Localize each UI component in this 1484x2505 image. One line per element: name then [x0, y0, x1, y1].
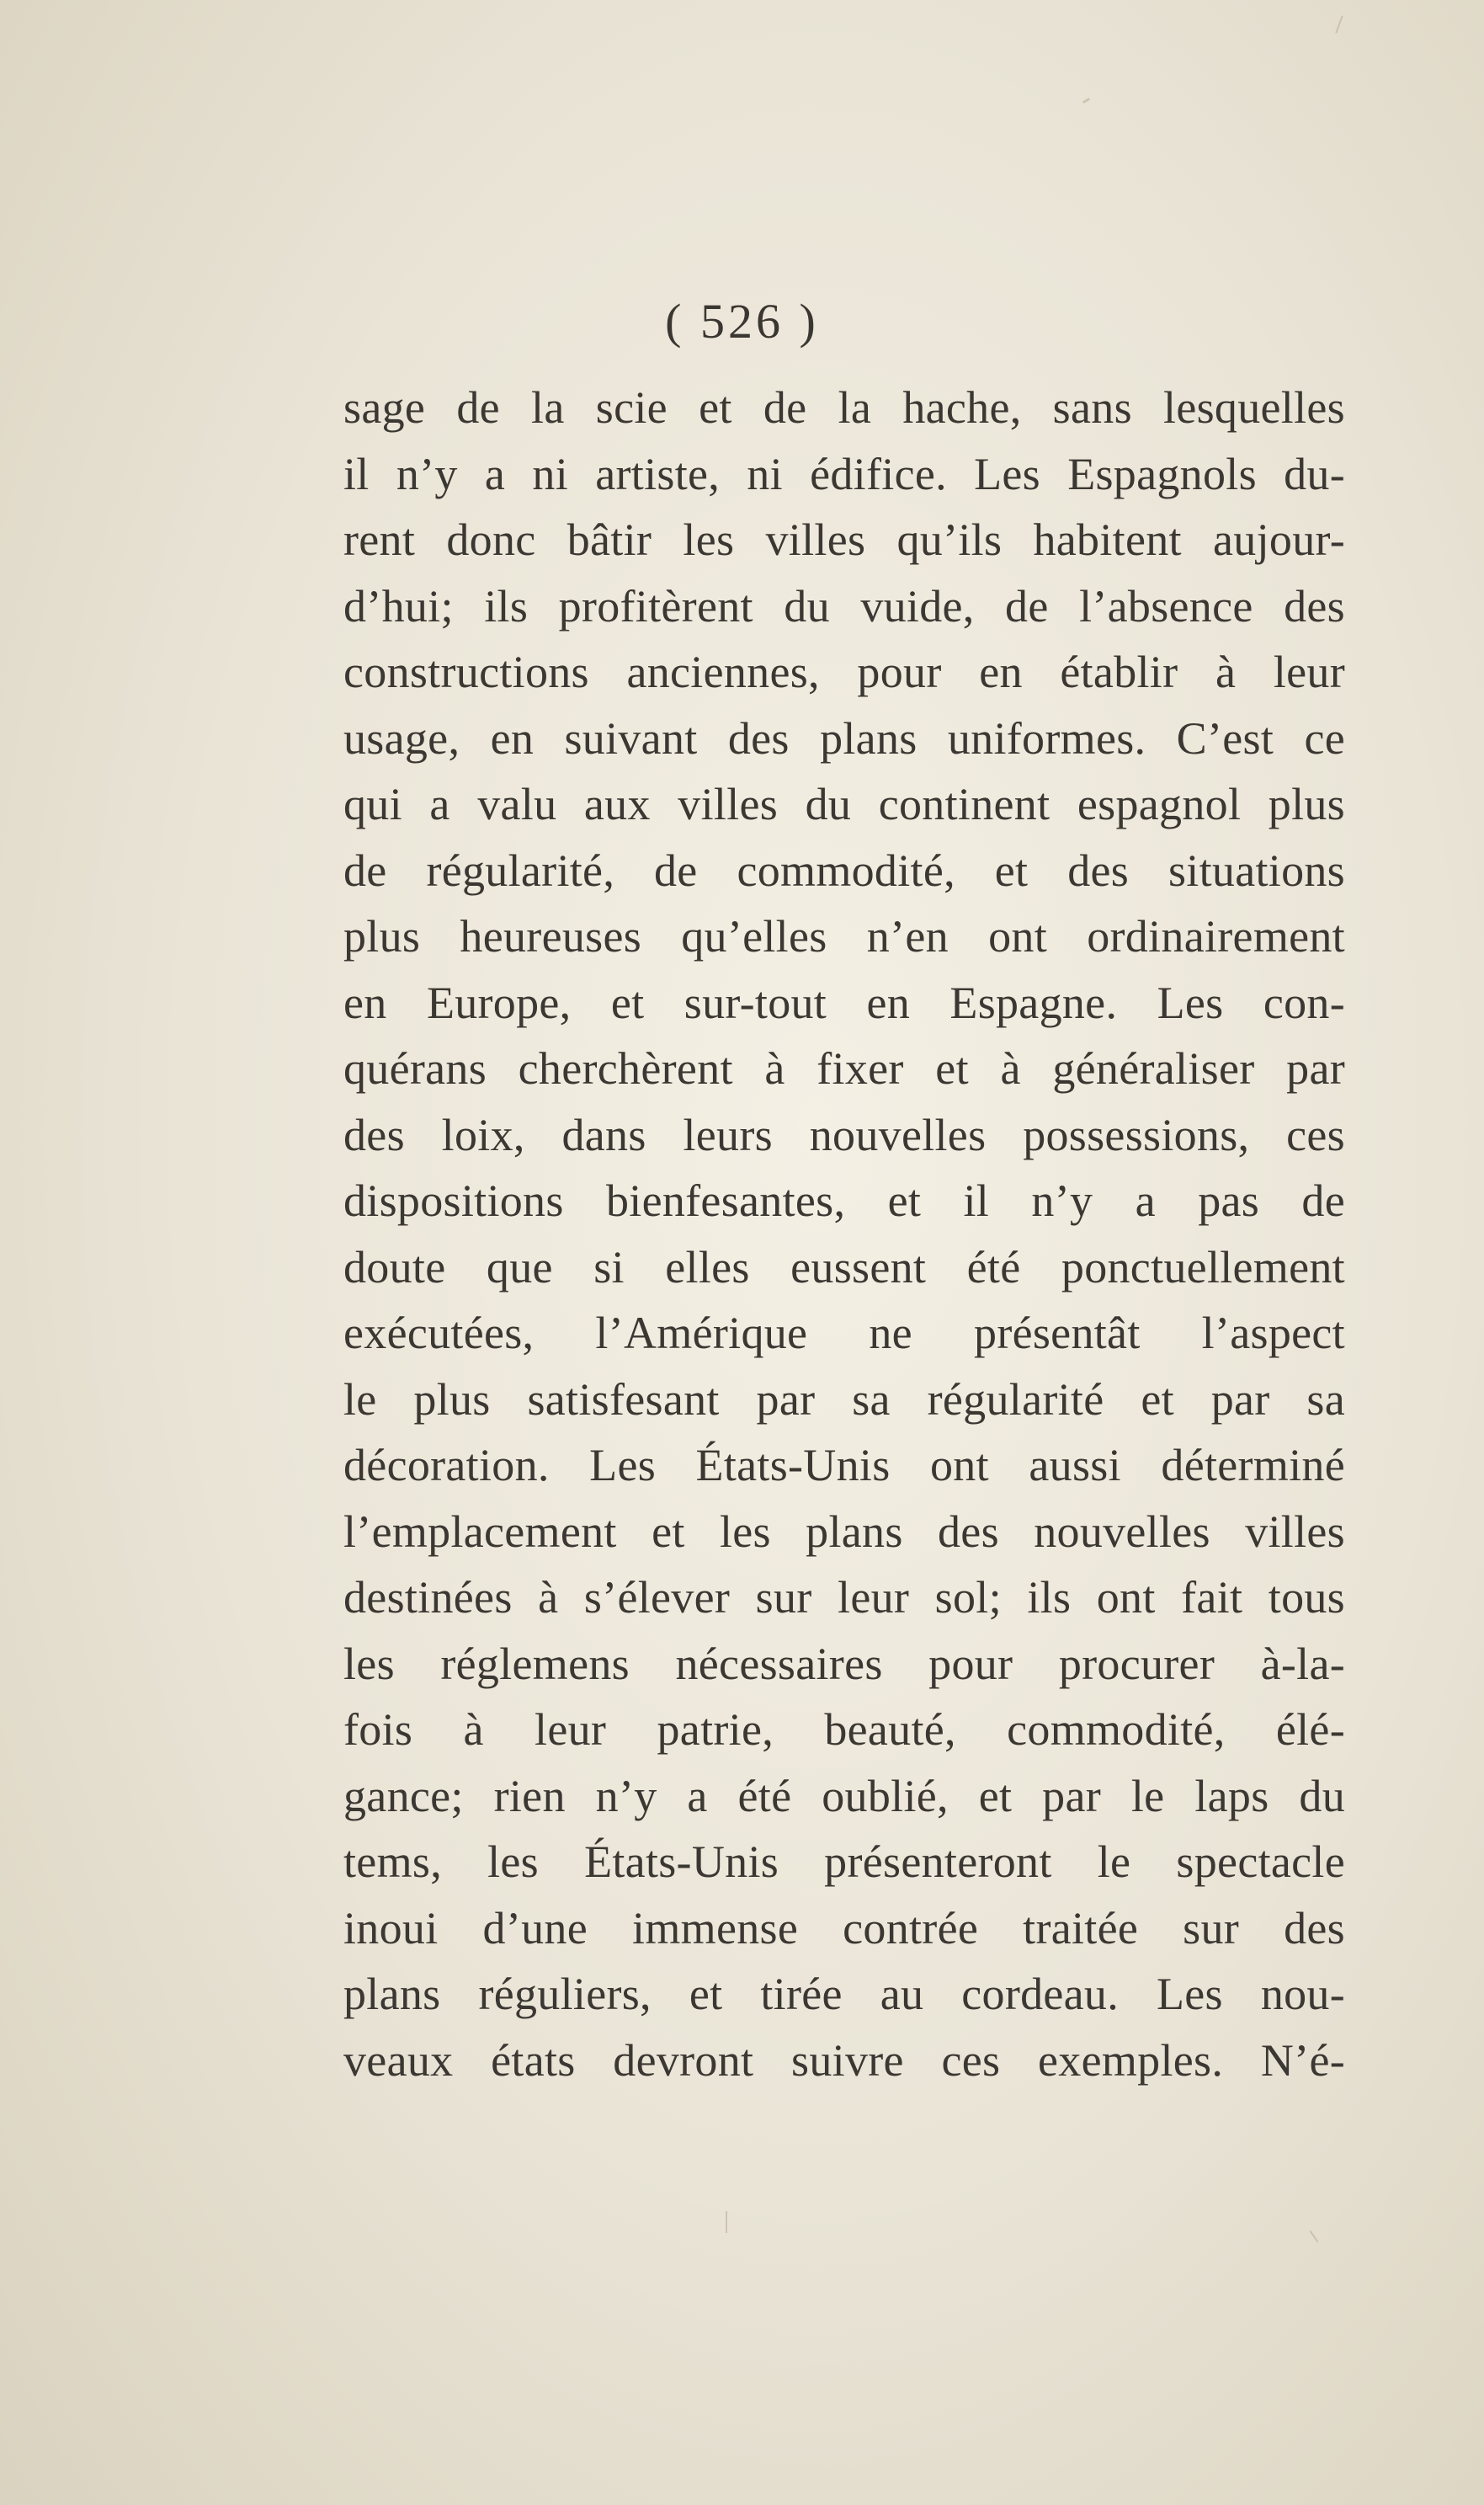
text-line: d’hui; ils profitèrent du vuide, de l’absence des	[343, 580, 1345, 632]
text-line: sage de la scie et de la hache, sans lesquelles	[343, 382, 1345, 433]
paper-speck	[1082, 98, 1090, 104]
text-line: tems, les États-Unis présenteront le spectacle	[343, 1836, 1345, 1887]
text-line: doute que si elles eussent été ponctuellement	[343, 1241, 1345, 1292]
text-line: rent donc bâtir les villes qu’ils habitent aujour-	[343, 514, 1345, 565]
text-line: plus heureuses qu’elles n’en ont ordinairement	[343, 911, 1345, 962]
body-text	[343, 375, 1345, 2093]
text-line: dispositions bienfesantes, et il n’y a pas de	[343, 1175, 1345, 1226]
text-line: décoration. Les États-Unis ont aussi déterminé	[343, 1440, 1345, 1490]
text-line: il n’y a ni artiste, ni édifice. Les Espagnols du-	[343, 448, 1345, 499]
text-line: l’emplacement et les plans des nouvelles villes	[343, 1506, 1345, 1557]
text-line: constructions anciennes, pour en établir à leur	[343, 647, 1345, 697]
paper-speck	[1310, 2231, 1319, 2242]
text-line: en Europe, et sur-tout en Espagne. Les con-	[343, 977, 1345, 1028]
text-line: de régularité, de commodité, et des situations	[343, 845, 1345, 896]
paper-speck	[1335, 15, 1343, 33]
text-line: fois à leur patrie, beauté, commodité, élé-	[343, 1704, 1345, 1755]
text-line: quérans cherchèrent à fixer et à généraliser par	[343, 1043, 1345, 1094]
text-line: qui a valu aux villes du continent espagnol plus	[343, 779, 1345, 829]
text-line: le plus satisfesant par sa régularité et par sa	[343, 1373, 1345, 1425]
text-line: des loix, dans leurs nouvelles possessions, ces	[343, 1109, 1345, 1160]
text-line: usage, en suivant des plans uniformes. C’est ce	[343, 712, 1345, 764]
text-line: veaux états devront suivre ces exemples. N’é-	[343, 2034, 1345, 2086]
text-line: gance; rien n’y a été oublié, et par le laps du	[343, 1770, 1345, 1821]
text-line: destinées à s’élever sur leur sol; ils ont fait tous	[343, 1572, 1345, 1623]
text-line: exécutées, l’Amérique ne présentât l’aspect	[343, 1308, 1345, 1358]
text-line: inoui d’une immense contrée traitée sur des	[343, 1902, 1345, 1953]
page-number: ( 526 )	[665, 294, 819, 349]
text-line: les réglemens nécessaires pour procurer à-la-	[343, 1638, 1345, 1689]
text-line: plans réguliers, et tirée au cordeau. Les nou-	[343, 1969, 1345, 2019]
paper-speck	[726, 2211, 727, 2233]
